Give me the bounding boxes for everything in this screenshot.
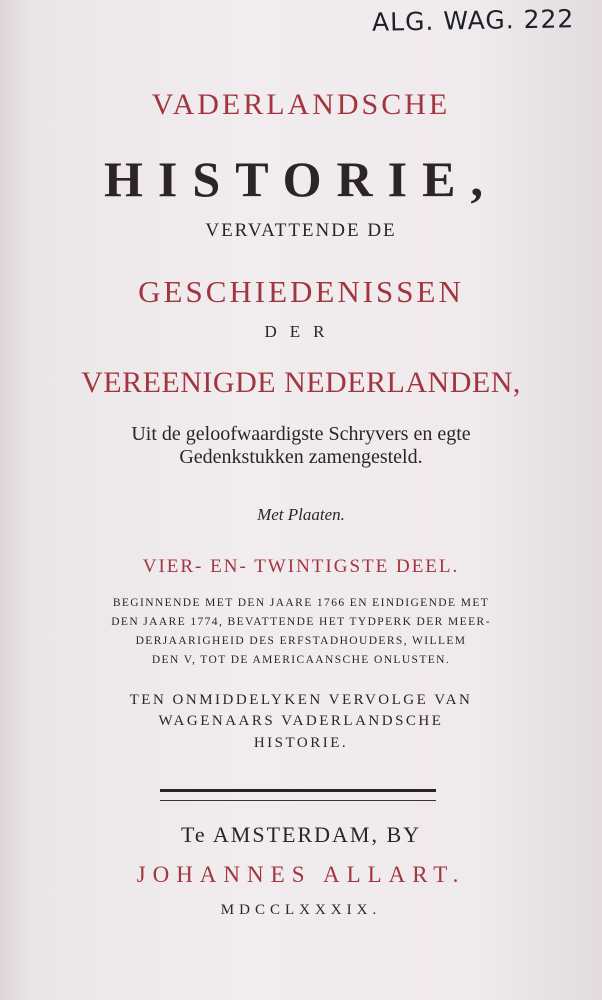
description-line-4: DEN V, TOT DE AMERICAANSCHE ONLUSTEN. xyxy=(151,654,451,666)
title-line-nederlanden: VEREENIGDE NEDERLANDEN, xyxy=(81,366,521,399)
plates-note: Met Plaaten. xyxy=(257,505,345,524)
continuation-line-1: TEN ONMIDDELYKEN VERVOLGE VAN xyxy=(129,692,473,708)
imprint-publisher: JOHANNES ALLART. xyxy=(136,862,466,887)
subtitle-line-2: Gedenkstukken zamengesteld. xyxy=(179,446,423,468)
title-line-geschiedenissen: GESCHIEDENISSEN xyxy=(138,274,464,309)
title-line-vervattende: VERVATTENDE DE xyxy=(205,220,397,241)
description-line-2: DEN JAARE 1774, BEVATTENDE HET TYDPERK DER MEER- xyxy=(111,616,491,628)
volume-number: VIER- EN- TWINTIGSTE DEEL. xyxy=(142,556,460,577)
title-line-vaderlandsche: VADERLANDSCHE xyxy=(151,88,451,121)
title-line-historie: HISTORIE, xyxy=(104,151,498,207)
imprint-place: Te AMSTERDAM, BY xyxy=(180,822,422,847)
double-rule-thick xyxy=(160,789,436,792)
title-line-der: DER xyxy=(264,322,338,341)
double-rule-thin xyxy=(160,800,436,801)
continuation-line-3: HISTORIE. xyxy=(253,735,349,751)
description-line-3: DERJAARIGHEID DES ERFSTADHOUDERS, WILLEM xyxy=(135,635,467,647)
subtitle-line-1: Uit de geloofwaardigste Schryvers en egte xyxy=(131,423,471,445)
description-line-1: BEGINNENDE MET DEN JAARE 1766 EN EINDIGENDE MET xyxy=(112,597,490,609)
imprint-year: MDCCLXXXIX. xyxy=(220,902,382,918)
continuation-line-2: WAGENAARS VADERLANDSCHE xyxy=(158,713,444,729)
shelfmark-annotation: ALG. WAG. 222 xyxy=(371,4,575,37)
